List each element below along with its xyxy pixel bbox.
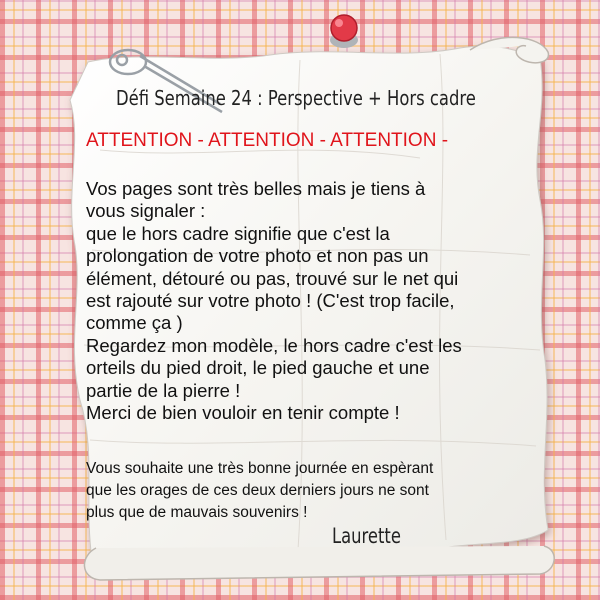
note-title: Défi Semaine 24 : Perspective + Hors cadre (116, 86, 476, 110)
body-line: élément, détouré ou pas, trouvé sur le net qui (86, 267, 459, 289)
paper-roll (84, 546, 554, 580)
signature: Laurette (332, 524, 401, 548)
body-line: Vos pages sont très belles mais je tiens à (86, 178, 426, 199)
body-line: est rajouté sur votre photo ! (C'est trop facile, (86, 290, 455, 312)
body-line: prolongation de votre photo et non pas un (86, 245, 429, 267)
body-line: Merci de bien vouloir en tenir compte ! (86, 402, 400, 424)
closing-message (86, 458, 433, 524)
attention-heading: ATTENTION - ATTENTION - ATTENTION - (86, 130, 449, 151)
body-line: que le hors cadre signifie que c'est la (86, 222, 390, 244)
body-line: partie de la pierre ! (86, 379, 241, 401)
push-pin-icon (330, 15, 358, 48)
note-body (86, 178, 526, 424)
closing-line: plus que de mauvais souvenirs ! (86, 504, 308, 521)
closing-line: que les orages de ces deux derniers jours ne sont (86, 482, 429, 499)
body-line: Regardez mon modèle, le hors cadre c'est les (86, 334, 462, 356)
closing-line: Vous souhaite une très bonne journée en espèrant (86, 460, 434, 477)
body-line: comme ça ) (86, 312, 183, 334)
body-line: vous signaler : (86, 200, 206, 222)
body-line: orteils du pied droit, le pied gauche et une (86, 357, 430, 379)
